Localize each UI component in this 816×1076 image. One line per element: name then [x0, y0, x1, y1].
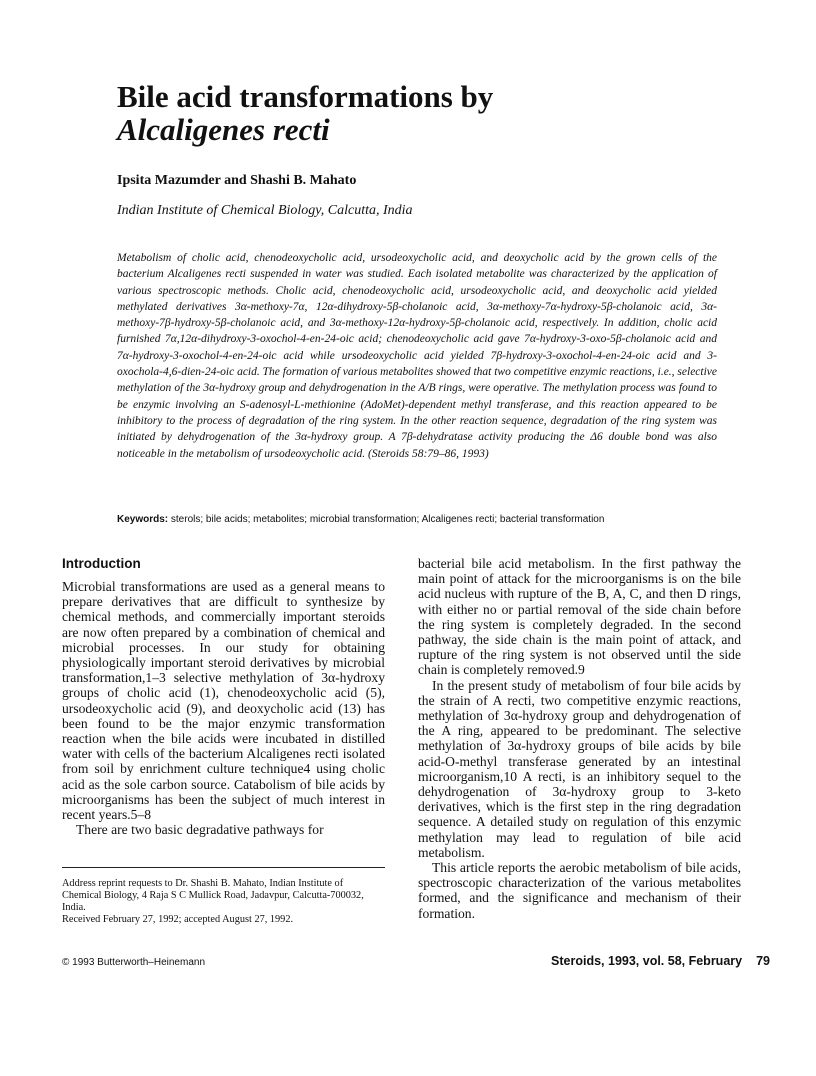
journal-footer [551, 954, 770, 968]
right-paragraph-1: bacterial bile acid metabolism. In the first pathway the main point of attack for the microorganisms is on the bile acid nucleus with rupture of the B, A, C, and then D rings, with either no or partial removal of the side chain before the ring system is completely degraded. In the second pathway, the side chain is the main point of attack, and rupture of the ring system is not observed until the side chain is completely removed.9 [418, 556, 741, 678]
paper-title [117, 80, 677, 146]
journal-citation: Steroids, 1993, vol. 58, February [551, 954, 743, 968]
right-column [418, 556, 741, 921]
keywords-label: Keywords: [117, 514, 169, 525]
footnote-divider [62, 867, 385, 868]
footnote [62, 878, 385, 926]
authors: Ipsita Mazumder and Shashi B. Mahato [117, 173, 357, 188]
footnote-received: Received February 27, 1992; accepted August 27, 1992. [62, 914, 294, 925]
keywords [117, 514, 757, 525]
page-number: 79 [756, 954, 770, 968]
intro-paragraph-1: Microbial transformations are used as a general means to prepare derivatives that are difficult to synthesize by chemical methods, and commercially important steroids are now often prepared by a combination of chemical and microbial processes. In our study for obtaining physiologically important steroid derivatives by microbial transformation,1–3 selective methylation of 3α-hydroxy groups of cholic acid (1), chenodeoxycholic acid (5), ursodeoxycholic acid (9), and deoxycholic acid (13) has been found to be the major enzymic transformation reaction when the bile acids were incubated in distilled water with cells of the bacterium Alcaligenes recti isolated from soil by enrichment culture technique4 using cholic acid as the sole carbon source. Catabolism of bile acids by microorganisms has been the subject of much interest in recent years.5–8 [62, 579, 385, 823]
intro-paragraph-2: There are two basic degradative pathways for [76, 822, 324, 838]
left-column [62, 556, 385, 837]
right-paragraph-2: In the present study of metabolism of four bile acids by the strain of A recti, two competitive enzymic reactions, methylation of 3α-hydroxy group and dehydrogenation of the A ring, appeared to be predominant. The selective methylation of 3α-hydroxy groups of bile acids by bile acid-O-methyl transferase generated by an intestinal microorganism,10 A recti, is an inhibitory sequel to the dehydrogenation of 3α-hydroxy group to 3-keto derivatives, which is the first step in the ring degradation sequence. A detailed study on regulation of this enzymic methylation may lead to regulation of bile acid metabolism. [418, 677, 741, 860]
title-line-2: Alcaligenes recti [117, 112, 330, 147]
affiliation: Indian Institute of Chemical Biology, Calcutta, India [117, 203, 413, 218]
title-line-1: Bile acid transformations by [117, 79, 494, 114]
footnote-address: Address reprint requests to Dr. Shashi B. Mahato, Indian Institute of Chemical Biology, 4 Raja S C Mullick Road, Jadavpur, Calcutta-700032, India. [62, 878, 364, 913]
section-heading-introduction: Introduction [62, 556, 141, 571]
abstract: Metabolism of cholic acid, chenodeoxycholic acid, ursodeoxycholic acid, and deoxycholic acid by the grown cells of the bacterium Alcaligenes recti suspended in water was studied. Each isolated metabolite was characterized by the application of various spectroscopic methods. Cholic acid, chenodeoxycholic acid, ursodeoxycholic acid, and deoxycholic acid yielded methylated derivatives 3α-methoxy-7α, 12α-dihydroxy-5β-cholanoic acid, 3α-methoxy-7α-hydroxy-5β-cholanoic acid, 3α-methoxy-7β-hydroxy-5β-cholanoic acid, and 3α-methoxy-12α-hydroxy-5β-cholanoic acid, respectively. In addition, cholic acid furnished 7α,12α-dihydroxy-3-oxochol-4-en-24-oic acid; chenodeoxycholic acid gave 7α-hydroxy-3-oxo-5β-cholanoic acid and 7α-hydroxy-3-oxochol-4-en-24-oic acid while ursodeoxycholic acid yielded 7β-hydroxy-3-oxochol-4-en-24-oic acid and 3-oxochola-4,6-dien-24-oic acid. The formation of various metabolites showed that two competitive enzymic reactions, i.e., selective methylation of the 3α-hydroxy group and dehydrogenation in the A/B rings, were operative. The methylation process was found to be enzymic involving an S-adenosyl-L-methionine (AdoMet)-dependent methyl transferase, and this reaction appeared to be inhibitory to the process of degradation of the ring system. In the other reaction sequence, degradation of the ring system was initiated by dehydrogenation of the 3α-hydroxy group. A 7β-dehydratase activity producing the Δ6 double bond was also noticeable in the metabolism of ursodeoxycholic acid. (Steroids 58:79–86, 1993) [117, 252, 717, 460]
keywords-text: sterols; bile acids; metabolites; microbial transformation; Alcaligenes recti; bacterial transformation [170, 514, 605, 525]
right-paragraph-3: This article reports the aerobic metabolism of bile acids, spectroscopic characterization of the various metabolites formed, and the significance and mechanism of their formation. [418, 860, 741, 921]
copyright: © 1993 Butterworth–Heinemann [62, 957, 206, 968]
